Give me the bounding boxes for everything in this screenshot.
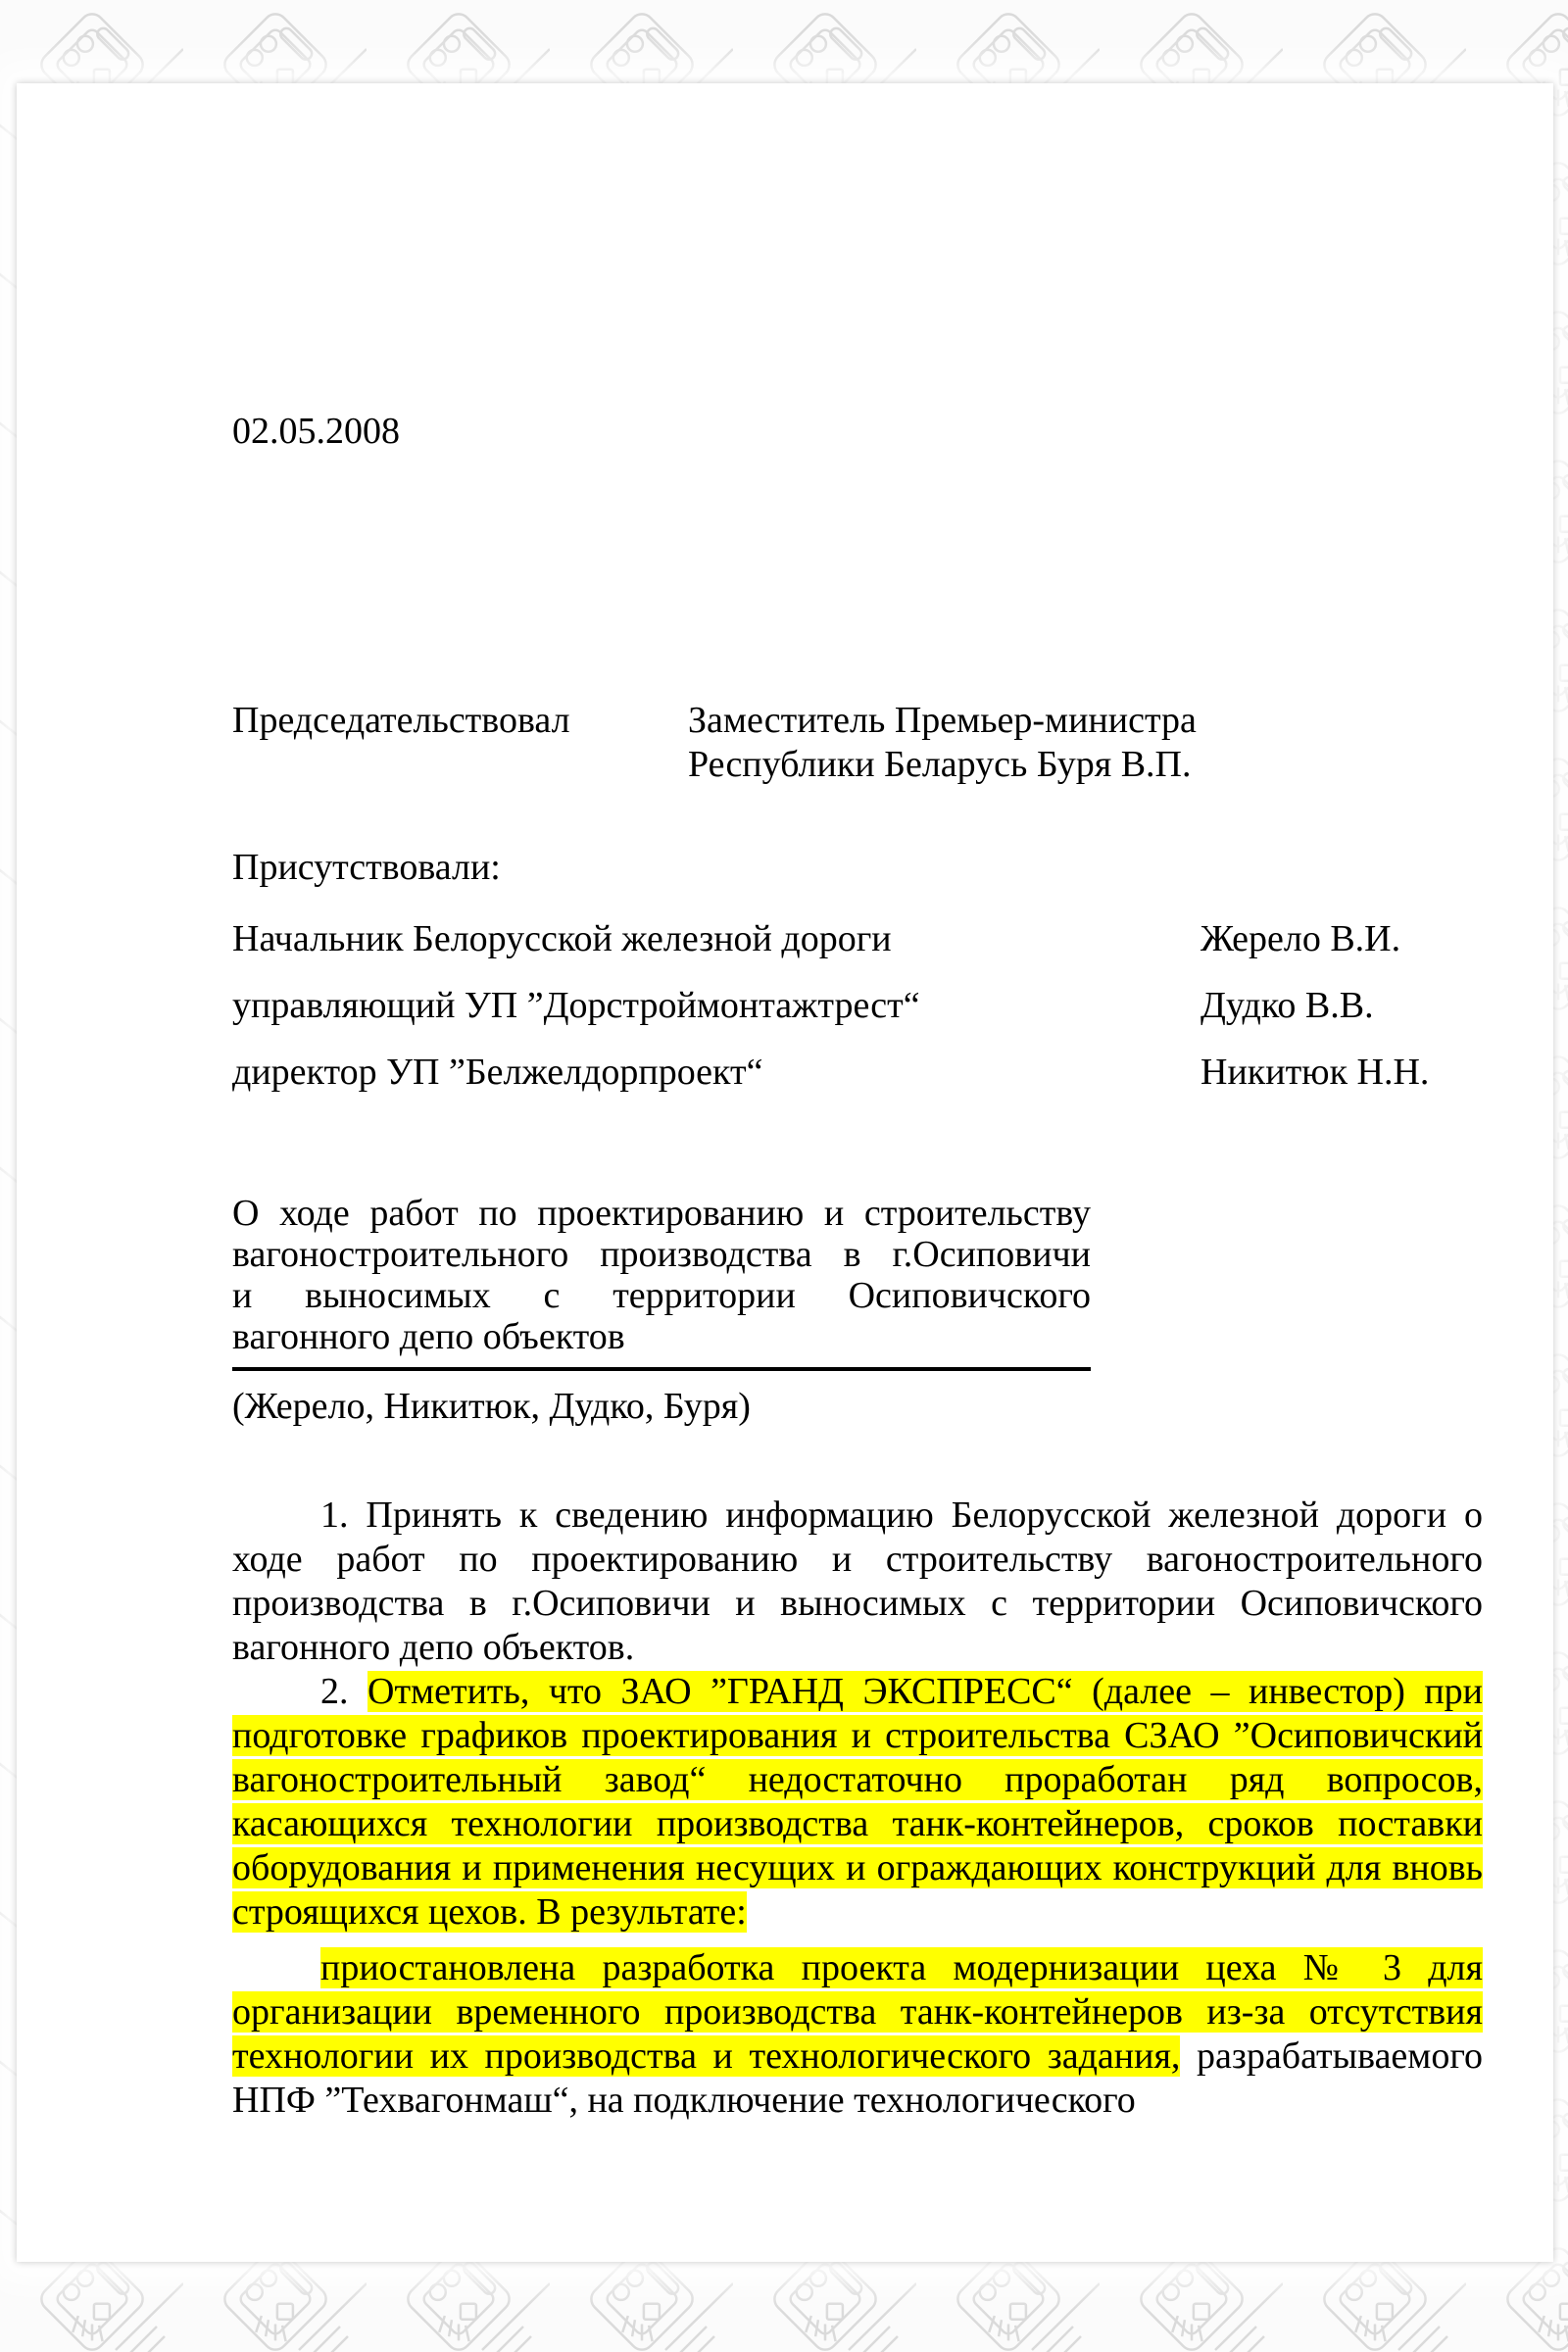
paragraph: [232, 1494, 1483, 1670]
paragraph: [232, 1670, 1483, 1935]
subject-line: вагоностроительного производства в г.Осиповичи: [232, 1234, 1091, 1275]
subject-title: [232, 1193, 1091, 1371]
highlighted-text: приостановлена разработка проекта модернизации цеха № 3 для организации временного производства танк-контейнеров из-за отсутствия технологии их производства и технологического задания,: [232, 1947, 1483, 2077]
attendee-name: Дудко В.В.: [1200, 985, 1374, 1026]
attendee-name: Никитюк Н.Н.: [1200, 1052, 1430, 1093]
document-page: [17, 83, 1553, 2262]
attendee-row: [232, 1051, 1483, 1095]
attendee-row: [232, 917, 1483, 961]
paragraph-text: 1. Принять к сведению информацию Белорусской железной дороги о ходе работ по проектированию и строительству вагоностроительного производства в г.Осиповичи и выносимых с территории Осиповичского вагонного депо объектов.: [232, 1494, 1483, 1668]
chairman-row: [232, 699, 1483, 789]
attendee-position: управляющий УП ”Дорстроймонтажтрест“: [232, 985, 920, 1026]
subject-line: О ходе работ по проектированию и строительству: [232, 1193, 1091, 1234]
speakers-line: (Жерело, Никитюк, Дудко, Буря): [232, 1386, 751, 1427]
attendees-label: Присутствовали:: [232, 847, 501, 888]
paragraphs: [232, 1494, 1483, 2123]
highlighted-text: Отметить, что ЗАО ”ГРАНД ЭКСПРЕСС“ (далее – инвестор) при подготовке графиков проектирования и строительства СЗАО ”Осиповичский вагоностроительный завод“ недостаточно проработан ряд вопросов, касающихся технологии производства танк-контейнеров, сроков поставки оборудования и применения несущих и ограждающих конструкций для вновь строящихся цехов. В результате:: [232, 1671, 1484, 1933]
attendee-position: директор УП ”Белжелдорпроект“: [232, 1052, 763, 1093]
subject-line: вагонного депо объектов: [232, 1316, 625, 1357]
paragraph: [232, 1946, 1483, 2123]
chairman-value: Заместитель Премьер-министра Республики Беларусь Буря В.П.: [688, 700, 1197, 785]
document-date: 02.05.2008: [232, 411, 400, 452]
title-underline: [232, 1367, 1091, 1371]
subject-line: и выносимых с территории Осиповичского: [232, 1275, 1091, 1316]
attendee-name: Жерело В.И.: [1200, 918, 1401, 959]
chairman-label: Председательствовал: [232, 700, 570, 741]
paragraph-text: разрабатываемого НПФ ”Техвагонмаш“, на подключение технологического: [232, 2035, 1483, 2121]
paragraph-text: 2.: [320, 1671, 368, 1712]
attendee-position: Начальник Белорусской железной дороги: [232, 918, 892, 959]
attendee-row: [232, 984, 1483, 1028]
document-content: [17, 83, 1553, 2262]
